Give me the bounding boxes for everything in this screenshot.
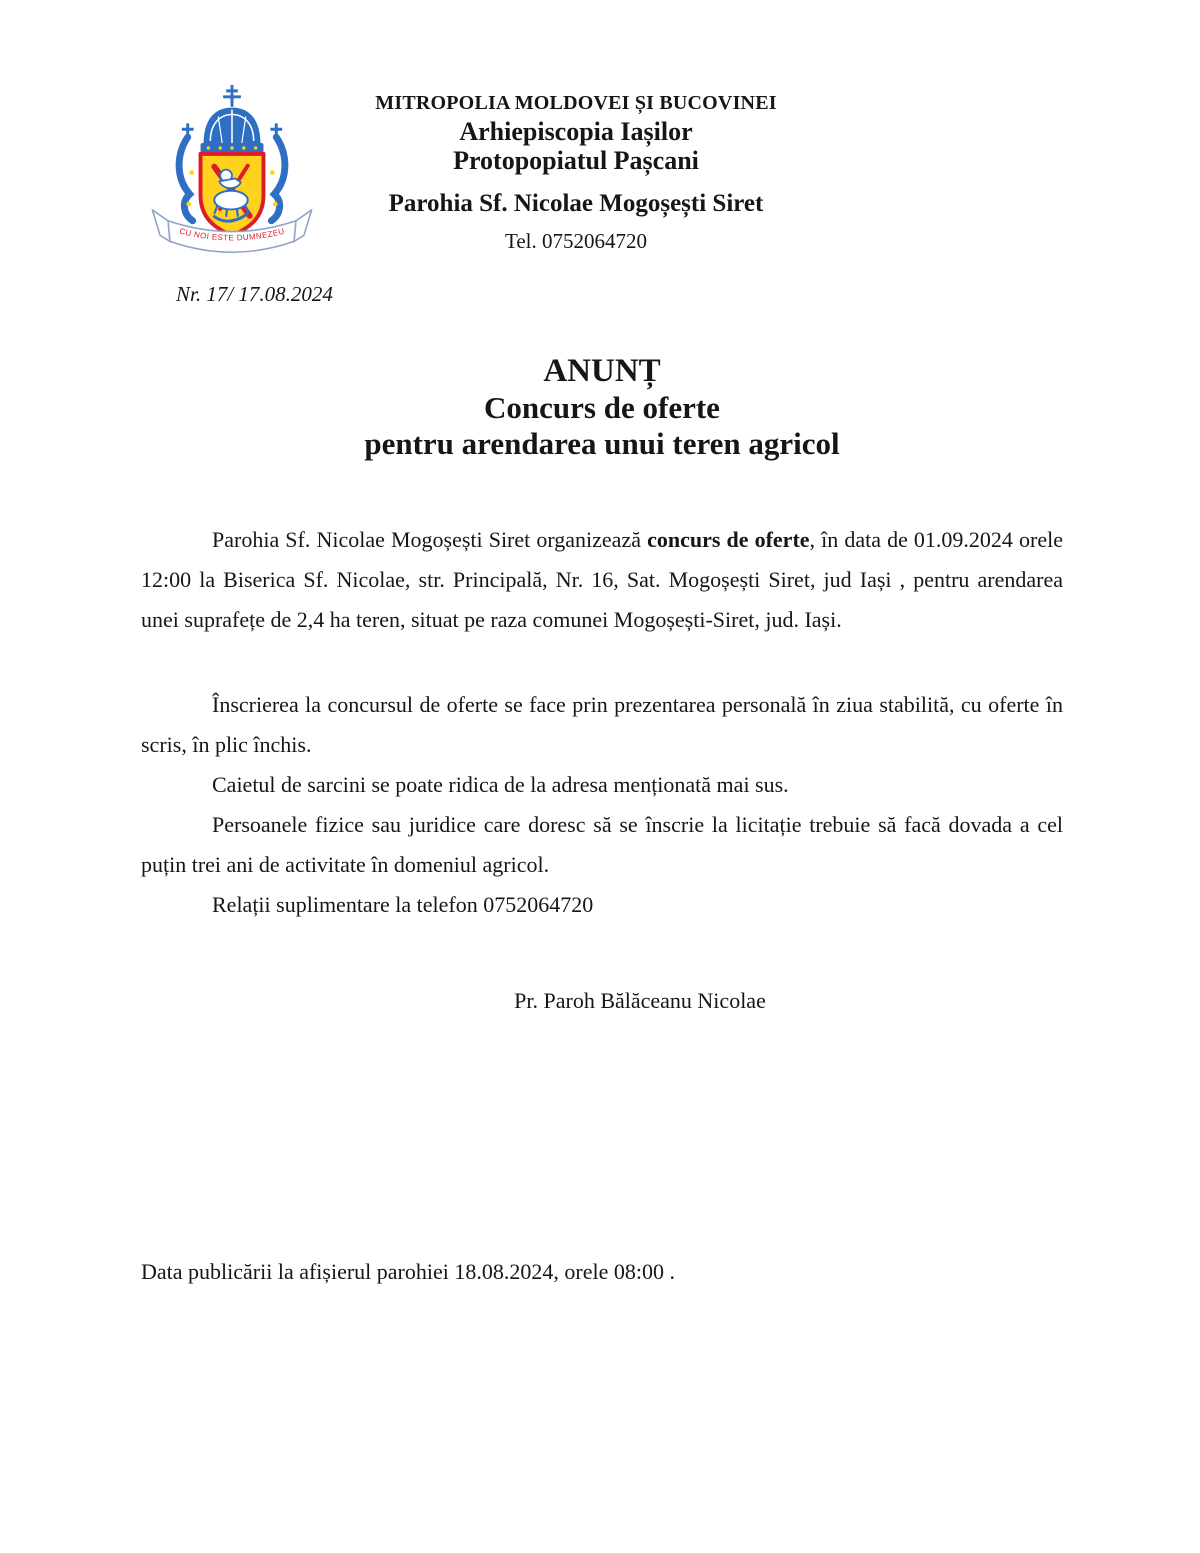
parish-coat-of-arms-icon <box>148 84 316 266</box>
crest-shield-icon <box>201 154 264 236</box>
title-line-1: ANUNȚ <box>543 353 661 389</box>
signature-line: Pr. Paroh Bălăceanu Nicolae <box>514 988 766 1013</box>
reference-number: Nr. 17/ 17.08.2024 <box>176 282 333 306</box>
letterhead <box>320 90 832 255</box>
paragraph-1 <box>141 520 1063 640</box>
title-line-2: Concurs de oferte <box>484 390 720 425</box>
paragraph-2: Înscrierea la concursul de oferte se face prin prezentarea personală în ziua stabilită, cu oferte în scris, în plic închis. <box>141 692 1063 757</box>
paragraph-1-pre: Parohia Sf. Nicolae Mogoșești Siret organizează <box>212 527 648 552</box>
crest-cross-icon <box>223 85 241 107</box>
publication-date-line: Data publicării la afișierul parohiei 18.08.2024, orele 08:00 . <box>141 1259 675 1284</box>
paragraph-3: Caietul de sarcini se poate ridica de la adresa menționată mai sus. <box>212 772 789 797</box>
title-line-3: pentru arendarea unui teren agricol <box>364 426 840 461</box>
document-title <box>141 352 1063 462</box>
letterhead-metropolis: MITROPOLIA MOLDOVEI ȘI BUCOVINEI <box>375 92 777 114</box>
letterhead-phone: Tel. 0752064720 <box>504 229 648 253</box>
document-body <box>141 520 1063 925</box>
paragraph-5: Relații suplimentare la telefon 0752064720 <box>212 892 594 917</box>
paragraph-4: Persoanele fizice sau juridice care doresc să se înscrie la licitație trebuie să facă dovada a cel puțin trei ani de activitate în domeniul agricol. <box>141 812 1063 877</box>
letterhead-parish: Parohia Sf. Nicolae Mogoșești Siret <box>388 190 764 217</box>
crest-crown-icon <box>201 108 264 153</box>
paragraph-1-bold: concurs de oferte <box>647 527 810 552</box>
crest-motto: CU NOI ESTE DUMNEZEU <box>178 226 286 243</box>
letterhead-deanery: Protopopiatul Pașcani <box>453 146 699 175</box>
paragraph-1-post: , în data de 01.09.2024 orele 12:00 la Biserica Sf. Nicolae, str. Principală, Nr. 16, Sat. Mogoșești Siret, jud Iași , pentru arendarea unei suprafețe de 2,4 ha teren, situat pe raza comunei Mogoșești-Siret, jud. Iași. <box>141 527 1063 632</box>
letterhead-archdiocese: Arhiepiscopia Iașilor <box>459 117 693 146</box>
